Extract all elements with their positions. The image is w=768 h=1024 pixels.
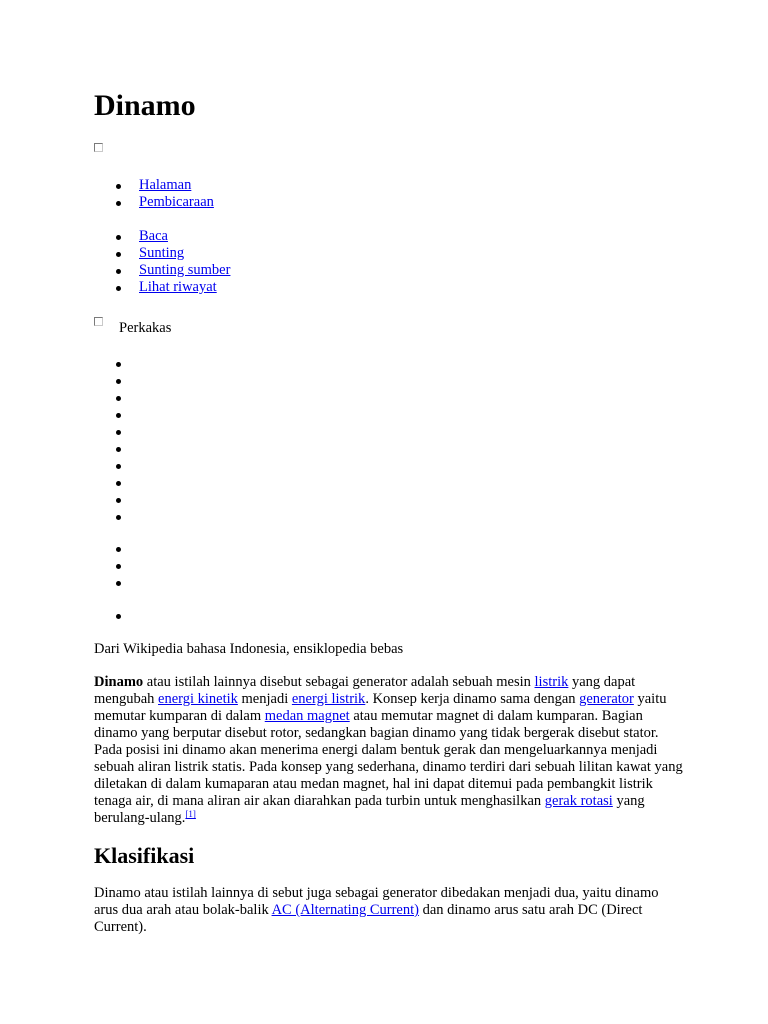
list-item [94, 372, 139, 389]
link-generator[interactable]: generator [579, 691, 634, 707]
list-item [94, 474, 139, 491]
reference-link[interactable]: [1] [185, 809, 196, 819]
menu-toggle-checkbox[interactable] [94, 143, 103, 152]
link-energi-listrik[interactable]: energi listrik [291, 691, 366, 707]
list-item [94, 491, 139, 508]
intro-text-1: atau istilah lainnya disebut sebagai generator adalah sebuah mesin [143, 674, 535, 690]
intro-text-5: yaitu memutar kumparan di dalam [94, 691, 667, 724]
tools-toggle-checkbox[interactable] [94, 317, 103, 326]
intro-bold-term: Dinamo [94, 674, 144, 690]
tab-sunting [94, 245, 230, 262]
intro-text-3: menjadi [237, 691, 292, 707]
link-medan-magnet[interactable]: medan magnet [264, 708, 350, 724]
section-paragraph [94, 885, 684, 936]
section-text-2: dan dinamo arus satu arah DC (Direct Current). [94, 902, 643, 935]
list-item [94, 423, 139, 440]
view-tabs [94, 228, 230, 296]
tab-baca [94, 228, 230, 245]
tools-list-empty [94, 355, 139, 525]
section-text-1: Dinamo atau istilah lainnya di sebut juga sebagai generator dibedakan menjadi dua, yaitu dinamo arus dua arah atau bolak-balik [94, 885, 659, 918]
list-item [94, 557, 139, 574]
list-item [94, 540, 139, 557]
tools-list-empty-2 [94, 540, 139, 591]
tab-sunting-sumber [94, 262, 230, 279]
list-item [94, 574, 139, 591]
tab-halaman-link[interactable]: Halaman [139, 177, 192, 193]
intro-text-2: yang dapat mengubah [94, 674, 636, 707]
intro-text-6: atau memutar magnet di dalam kumparan. Bagian dinamo yang berputar disebut rotor, sedangkan bagian dinamo yang tidak bergerak disebut stator. Pada posisi ini dinamo akan menerima energi dalam bentuk gerak dan mengeluarkannya menjadi sebuah aliran listrik statis. Pada konsep yang sederhana, dinamo terdiri dari sebuah lilitan kawat yang diletakan di dalam kumaparan atau medan magnet, hal ini dapat ditemui pada pembangkit listrik tenaga air, di mana aliran air akan diarahkan pada turbin untuk menghasilkan [94, 708, 683, 809]
list-item [94, 406, 139, 423]
list-item [94, 457, 139, 474]
tab-pembicaraan-link[interactable]: Pembicaraan [139, 194, 214, 210]
tagline: Dari Wikipedia bahasa Indonesia, ensiklopedia bebas [94, 641, 404, 657]
tab-sunting-link[interactable]: Sunting [139, 245, 185, 261]
list-item [94, 440, 139, 457]
list-item [94, 355, 139, 372]
tools-label: Perkakas [119, 320, 172, 336]
list-item [94, 389, 139, 406]
page-title: Dinamo [94, 89, 196, 122]
section-heading: Klasifikasi [94, 843, 195, 868]
tab-halaman [94, 177, 214, 194]
link-ac[interactable]: AC (Alternating Current) [271, 902, 419, 918]
intro-text-4: . Konsep kerja dinamo sama dengan [365, 691, 580, 707]
link-energi-kinetik[interactable]: energi kinetik [158, 691, 238, 707]
tab-lihat-riwayat-link[interactable]: Lihat riwayat [139, 279, 217, 295]
link-gerak-rotasi[interactable]: gerak rotasi [544, 793, 613, 809]
tab-lihat-riwayat [94, 279, 230, 296]
list-item [94, 607, 139, 624]
tab-pembicaraan [94, 194, 214, 211]
intro-paragraph [94, 674, 684, 827]
link-listrik[interactable]: listrik [534, 674, 569, 690]
tab-sunting-sumber-link[interactable]: Sunting sumber [139, 262, 231, 278]
tools-list-empty-3 [94, 607, 139, 624]
tab-baca-link[interactable]: Baca [139, 228, 168, 244]
list-item [94, 508, 139, 525]
intro-text-7: yang berulang-ulang. [94, 793, 645, 826]
namespace-tabs [94, 177, 214, 211]
